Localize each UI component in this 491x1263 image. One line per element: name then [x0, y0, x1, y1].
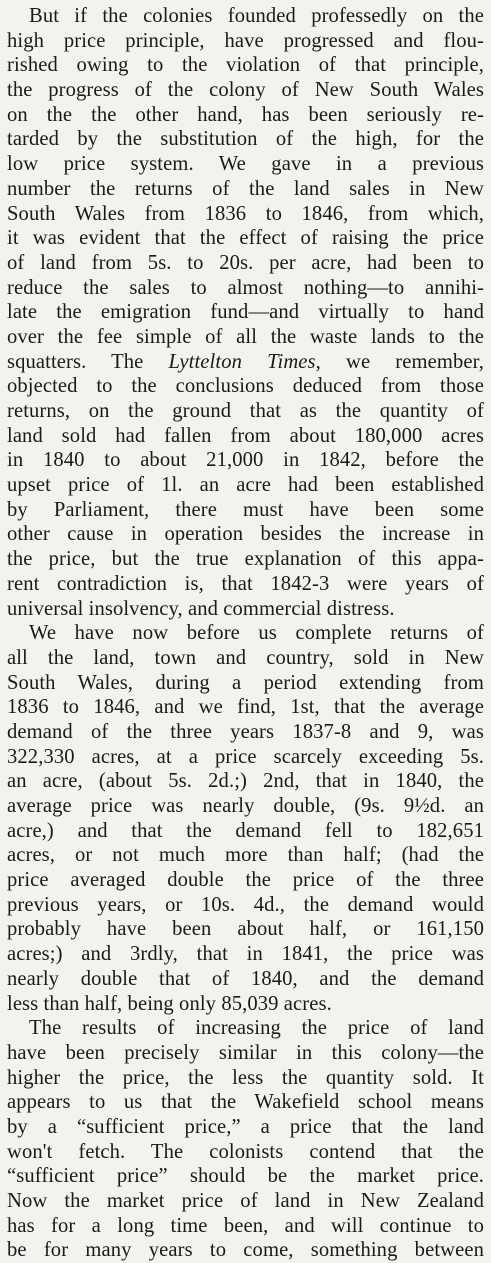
- text-run: , we remember,: [315, 350, 484, 373]
- text-line: by a “sufficient price,” a price that the land: [7, 1115, 484, 1138]
- text-line: all the land, town and country, sold in New: [7, 646, 484, 669]
- text-line: Now the market price of land in New Zealand: [7, 1190, 484, 1212]
- text-line: average price was nearly double, (9s. 9½d. an: [7, 795, 484, 817]
- text-line: less than half, being only 85,039 acres.: [7, 992, 332, 1015]
- text-line: price averaged double the price of the three: [7, 869, 484, 892]
- text-line: 322,330 acres, at a price scarcely exceeding 5s.: [7, 745, 484, 768]
- text-line: probably have been about half, or 161,150: [7, 918, 484, 941]
- text-line: the price, but the true explanation of this appa-: [7, 548, 484, 571]
- text-line: low price system. We gave in a previous: [7, 153, 484, 176]
- text-line: universal insolvency, and commercial distress.: [7, 597, 395, 620]
- text-line: has for a long time been, and will continue to: [7, 1214, 484, 1237]
- text-line: acre,) and that the demand fell to 182,651: [7, 819, 484, 842]
- paragraph-1: [7, 4, 484, 621]
- text-line: won't fetch. The colonists contend that the: [7, 1140, 484, 1163]
- text-line: the progress of the colony of New South Wales: [7, 79, 484, 102]
- text-line: acres, or not much more than half; (had the: [7, 844, 484, 867]
- text-line: number the returns of the land sales in New: [7, 177, 484, 200]
- text-line: But if the colonies founded professedly on the: [29, 5, 484, 27]
- text-line: objected to the conclusions deduced from those: [7, 375, 484, 398]
- text-line: it was evident that the effect of raising the price: [7, 227, 484, 250]
- text-line: We have now before us complete returns of: [29, 622, 484, 645]
- paragraph-2: [7, 621, 484, 1016]
- text-line: The results of increasing the price of land: [29, 1017, 484, 1040]
- text-line: South Wales from 1836 to 1846, from which,: [7, 202, 484, 225]
- text-line: on the the other hand, has been seriously re-: [7, 103, 484, 126]
- text-line: returns, on the ground that as the quantity of: [7, 400, 484, 422]
- text-line: nearly double that of 1840, and the demand: [7, 967, 484, 990]
- text-line: rent contradiction is, that 1842-3 were years of: [7, 572, 484, 595]
- text-line-with-italic: [7, 350, 484, 375]
- text-line: tarded by the substitution of the high, for the: [7, 128, 484, 151]
- text-line: land sold had fallen from about 180,000 acres: [7, 424, 484, 447]
- text-line: be for many years to come, something between: [7, 1239, 484, 1262]
- text-line: high price principle, have progressed and flou-: [7, 29, 484, 52]
- paragraph-3: [7, 1016, 484, 1263]
- text-line: rished owing to the violation of that principle,: [7, 54, 484, 77]
- text-line: previous years, or 10s. 4d., the demand would: [7, 893, 484, 916]
- text-line: in 1840 to about 21,000 in 1842, before the: [7, 449, 484, 472]
- text-line: upset price of 1l. an acre had been established: [7, 474, 484, 497]
- text-line: South Wales, during a period extending from: [7, 671, 484, 694]
- text-line: higher the price, the less the quantity sold. It: [7, 1066, 484, 1089]
- text-line: acres;) and 3rdly, that in 1841, the price was: [7, 943, 484, 966]
- text-line: “sufficient price” should be the market price.: [7, 1165, 484, 1188]
- text-line: of land from 5s. to 20s. per acre, had been to: [7, 251, 484, 274]
- text-line: an acre, (about 5s. 2d.;) 2nd, that in 1840, the: [7, 770, 484, 793]
- newspaper-title-italic: Lyttelton Times: [168, 350, 316, 373]
- text-line: other cause in operation besides the increase in: [7, 523, 484, 546]
- text-line: by Parliament, there must have been some: [7, 498, 484, 521]
- text-run: squatters. The: [7, 350, 144, 373]
- text-line: appears to us that the Wakefield school means: [7, 1091, 484, 1114]
- text-line: demand of the three years 1837-8 and 9, was: [7, 720, 484, 743]
- text-line: have been precisely similar in this colony—the: [7, 1041, 484, 1064]
- text-line: over the fee simple of all the waste lands to the: [7, 325, 484, 348]
- text-line: 1836 to 1846, and we find, 1st, that the average: [7, 696, 484, 719]
- text-line: late the emigration fund—and virtually to hand: [7, 301, 484, 324]
- text-line: reduce the sales to almost nothing—to annihi-: [7, 276, 484, 299]
